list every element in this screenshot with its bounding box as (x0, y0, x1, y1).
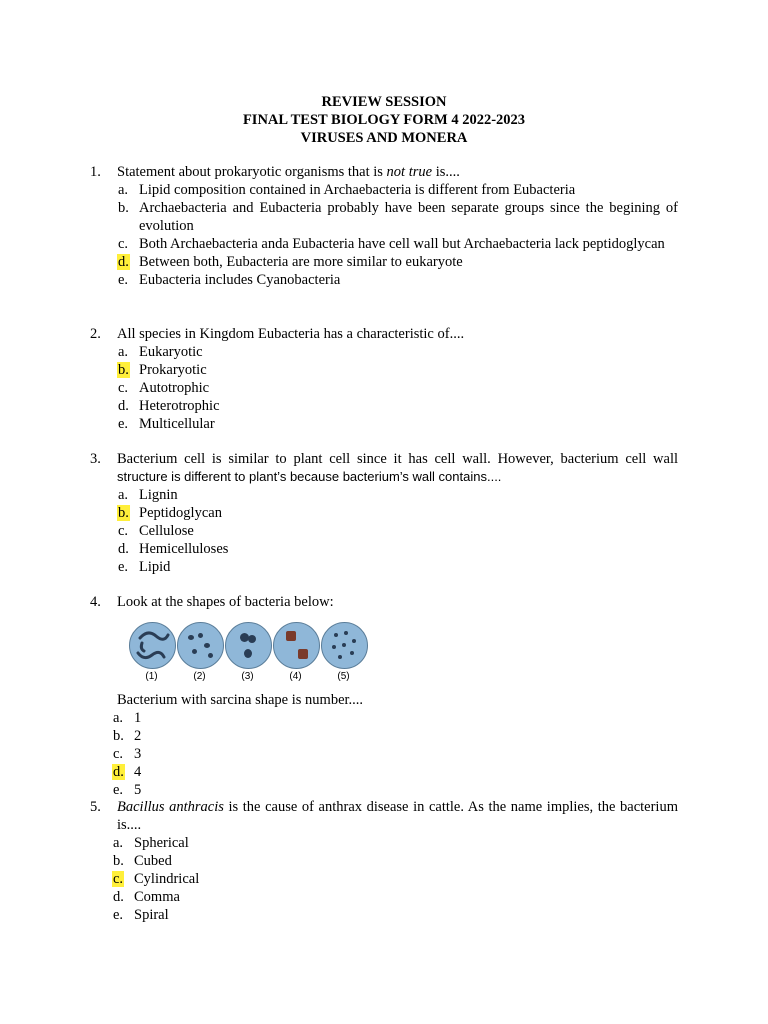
coccus-icon (192, 649, 197, 654)
coccus-icon (350, 651, 354, 655)
coccus-icon (342, 643, 346, 647)
question-4 (90, 593, 678, 799)
question-text: Bacterium cell is similar to plant cell since it has cell wall. However, bacterium cell wall structure is different to plant’s because bacterium’s wall contains.... (117, 451, 678, 484)
option-list (117, 181, 678, 289)
option-a: a. 1 (113, 710, 142, 726)
header-subtitle: FINAL TEST BIOLOGY FORM 4 2022-2023 (242, 112, 526, 128)
option-c: c. Cellulose (118, 523, 194, 539)
question-3 (90, 450, 678, 576)
answer-highlight: b. (118, 505, 129, 521)
option-d-answer: d. Between both, Eubacteria are more similar to eukaryote (118, 254, 463, 270)
bacteria-cell-2 (177, 622, 224, 669)
coccus-icon (198, 633, 203, 638)
answer-highlight: c. (113, 871, 124, 887)
option-c: c. Autotrophic (118, 380, 210, 396)
question-text: Look at the shapes of bacteria below: (117, 594, 334, 610)
header-topic: VIRUSES AND MONERA (300, 130, 468, 146)
question-subtext: Bacterium with sarcina shape is number.... (117, 692, 364, 708)
sarcina-icon (286, 631, 296, 641)
header-title: REVIEW SESSION (321, 94, 447, 110)
question-1 (90, 163, 678, 289)
bacteria-shapes-figure (129, 619, 369, 685)
coccus-icon (344, 631, 348, 635)
coccus-icon (352, 639, 356, 643)
option-d: d. Comma (113, 889, 180, 905)
option-list (117, 343, 678, 433)
option-d: d. Heterotrophic (118, 398, 220, 414)
question-number: 3. (90, 451, 101, 467)
option-list (117, 486, 678, 576)
bacteria-cell-3 (225, 622, 272, 669)
question-text: Bacillus anthracis is the cause of anthrax disease in cattle. As the name implies, the bacterium is.... (117, 799, 678, 833)
option-c-answer: c. Cylindrical (113, 871, 200, 887)
question-number: 5. (90, 799, 101, 815)
coccus-icon (208, 653, 213, 658)
option-b: b. Cubed (113, 853, 172, 869)
option-list (112, 709, 678, 799)
bacteria-cell-1 (129, 622, 176, 669)
question-number: 4. (90, 594, 101, 610)
question-text: All species in Kingdom Eubacteria has a characteristic of.... (117, 326, 465, 342)
answer-highlight: d. (113, 764, 124, 780)
coccus-icon (332, 645, 336, 649)
figure-label-2: (2) (193, 671, 206, 682)
option-d-answer: d. 4 (113, 764, 142, 780)
option-list (112, 834, 678, 924)
option-a: a. Lipid composition contained in Archaebacteria is different from Eubacteria (118, 182, 576, 198)
coccus-icon (338, 655, 342, 659)
cluster-icon (244, 649, 252, 658)
figure-label-1: (1) (145, 671, 158, 682)
option-b-answer: b. Peptidoglycan (118, 505, 222, 521)
spiral-bacteria-icon (130, 623, 175, 668)
question-number: 1. (90, 164, 101, 180)
option-a: a. Eukaryotic (118, 344, 203, 360)
coccus-icon (204, 643, 210, 648)
bacteria-cell-4 (273, 622, 320, 669)
bacteria-cell-5 (321, 622, 368, 669)
question-2 (90, 325, 678, 433)
figure-label-3: (3) (241, 671, 254, 682)
question-number: 2. (90, 326, 101, 342)
document-header (0, 93, 768, 147)
option-e: e. Eubacteria includes Cyanobacteria (118, 272, 341, 288)
answer-highlight: b. (118, 362, 129, 378)
option-e: e. Lipid (118, 559, 171, 575)
question-5 (90, 798, 678, 924)
option-e: e. 5 (113, 782, 142, 798)
cluster-icon (248, 635, 256, 643)
option-b: b. 2 (113, 728, 142, 744)
question-text: Statement about prokaryotic organisms that is not true is.... (117, 164, 460, 180)
answer-highlight: d. (118, 254, 129, 270)
option-e: e. Multicellular (118, 416, 215, 432)
figure-label-5: (5) (337, 671, 350, 682)
coccus-icon (334, 633, 338, 637)
option-b-answer: b. Prokaryotic (118, 362, 207, 378)
option-b: b. Archaebacteria and Eubacteria probably have been separate groups since the begining of evolution (118, 200, 678, 234)
coccus-icon (188, 635, 194, 640)
option-d: d. Hemicelluloses (118, 541, 229, 557)
figure-label-4: (4) (289, 671, 302, 682)
option-a: a. Spherical (113, 835, 189, 851)
option-e: e. Spiral (113, 907, 169, 923)
option-a: a. Lignin (118, 487, 178, 503)
option-c: c. 3 (113, 746, 142, 762)
sarcina-icon (298, 649, 308, 659)
option-c: c. Both Archaebacteria anda Eubacteria have cell wall but Archaebacteria lack peptidoglycan (118, 236, 665, 252)
